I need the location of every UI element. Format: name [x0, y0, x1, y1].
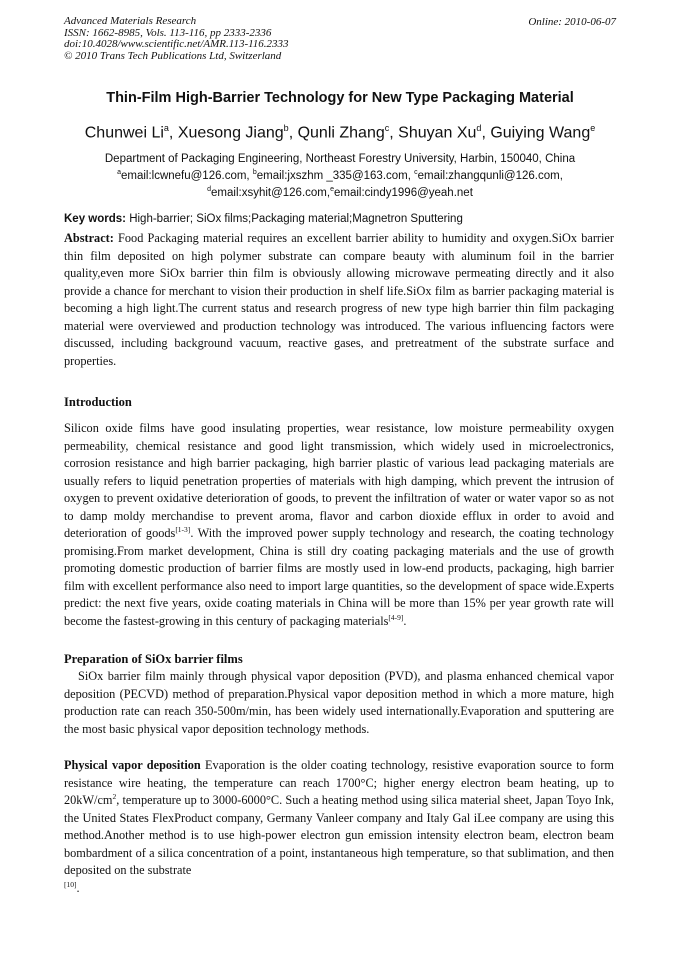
keywords [64, 213, 616, 225]
affiliation: Department of Packaging Engineering, Northeast Forestry University, Harbin, 150040, China [104, 153, 576, 165]
prep-heading: Preparation of SiOx barrier films [64, 652, 243, 666]
email-sup: a [117, 169, 121, 176]
journal-doi: doi:10.4028/www.scientific.net/AMR.113-116.2333 [64, 38, 289, 50]
author-sup: e [590, 123, 596, 133]
intro-text: . With the improved power supply technology and research, the coating technology promising.From market development, China is still dry coating packaging materials and the use of growth promoting domestic production of barrier films are mostly used in low-end products, packaging, high barrier film with excellent performance also need to import large quantities, so the development of space wide.Experts predict: the next five years, oxide coating materials in China will be more than 15% per year growth rate will become the fastest-growing in this century of packaging materials [64, 526, 614, 628]
author-sup: d [476, 123, 482, 133]
pvd-text: Evaporation is the older coating technology, resistive evaporation source to form resistance wire heating, the temperature can reach 1700°C; higher energy electron beam heating, up to 20kW/cm [64, 758, 614, 807]
online-date: Online: 2010-06-07 [528, 16, 616, 28]
email-sup: c [414, 169, 418, 176]
keywords-label: Key words: [64, 213, 126, 225]
period: . [403, 613, 407, 628]
author-name: Xuesong Jiang [177, 124, 284, 142]
prep-paragraph [64, 668, 614, 738]
paper-title: Thin-Film High-Barrier Technology for New Type Packaging Material [106, 90, 574, 106]
author-name: Chunwei Li [84, 124, 164, 142]
prep-text: SiOx barrier film mainly through physical vapor deposition (PVD), and plasma enhanced chemical vapor deposition (PECVD) method of preparation.Physical vapor deposition method in which a more mature, high production rate can reach 350-500m/min, has been widely used internationally.Evaporation and sputtering are the most basic physical vapor deposition technology methods. [64, 669, 614, 736]
author-sup: c [384, 123, 390, 133]
intro-paragraph [64, 420, 614, 630]
journal-name: Advanced Materials Research [64, 15, 197, 27]
intro-heading: Introduction [64, 395, 132, 409]
journal-issn: ISSN: 1662-8985, Vols. 113-116, pp 2333-2336 [64, 26, 272, 39]
intro-text: Silicon oxide films have good insulating properties, wear resistance, low moisture permeability oxygen permeability, chemical resistance and good light transmission, which widely used in microelectronics, corrosion resistance and high barrier packaging, high barrier plastic of various lead packaging materials are usually refers to liquid penetration properties of materials with high damping, which prevent the intrusion of oxygen to prevent oxidative deterioration of goods, to prevent the infiltration of water or water vapor so as not to damp moldy merchandise to prevent aroma, flavor and carbon dioxide efflux in order to avoid and deterioration of goods [64, 421, 614, 540]
email: email:xsyhit@126.com, [211, 186, 331, 199]
period: . [76, 880, 80, 895]
email: email:lcwnefu@126.com, [120, 169, 253, 182]
email-line-2 [64, 183, 616, 200]
author-name: Guiying Wang [490, 124, 591, 142]
abstract [64, 230, 614, 370]
email: email:zhangqunli@126.com, [417, 169, 563, 182]
author-list: Chunwei Li$^a$, Xuesong Jiang$^b$, Qunli Zhang$^c$, Shuyan Xu$^d$, Guiying Wang$^e$ [84, 123, 596, 142]
email: email:cindy1996@yeah.net [333, 186, 473, 199]
email-sup: e [330, 185, 334, 193]
author-sup: b [283, 123, 289, 133]
pvd-paragraph [64, 757, 614, 897]
citation: [4-9] [388, 612, 404, 622]
author-name: Shuyan Xu [398, 124, 477, 142]
citation: [10] [64, 879, 77, 889]
author-sup: a [163, 123, 169, 133]
citation: [1-3] [175, 524, 191, 534]
email-sup: b [252, 169, 257, 176]
superscript: 2 [112, 791, 117, 801]
author-name: Qunli Zhang [297, 124, 385, 142]
abstract-label: Abstract: [64, 231, 114, 245]
pvd-label: Physical vapor deposition [64, 758, 201, 772]
email-line-1 [64, 166, 616, 183]
email-sup: d [207, 185, 212, 193]
email: email:jxszhm _335@163.com, [256, 169, 415, 182]
keywords-text: High-barrier; SiOx films;Packaging material;Magnetron Sputtering [126, 213, 463, 225]
journal-copyright: © 2010 Trans Tech Publications Ltd, Switzerland [64, 49, 282, 62]
abstract-text: Food Packaging material requires an excellent barrier ability to humidity and oxygen.SiOx barrier thin film deposited on high polymer substrate can compare beauty with aluminum foil in the barrier quality,even more SiOx barrier thin film is obviously allowing microwave permeating directly and it also provide a chance for merchant to vision their production in shelf life.SiOx film as barrier packaging material is becoming a high light.The current status and research progress of new type high barrier thin film packaging material were overviewed and production technology was introduced. The various influencing factors were discussed, including background vacuum, reactive gases, and pretreatment of the substrate surface and properties. [64, 231, 614, 368]
pvd-text: , temperature up to 3000-6000°C. Such a heating method using silica material sheet, Japan Toyo Ink, the United States FlexProduct company, Germany Vanleer company and Italy Gal iLee company are using this method.Another method is to use high-power electron gun emission intensity electron beam, electron beam bombardment of a silica concentration of a point, instantaneous high temperature, so that sublimation, and then deposited on the substrate [64, 793, 614, 877]
affiliation-block [64, 153, 616, 200]
